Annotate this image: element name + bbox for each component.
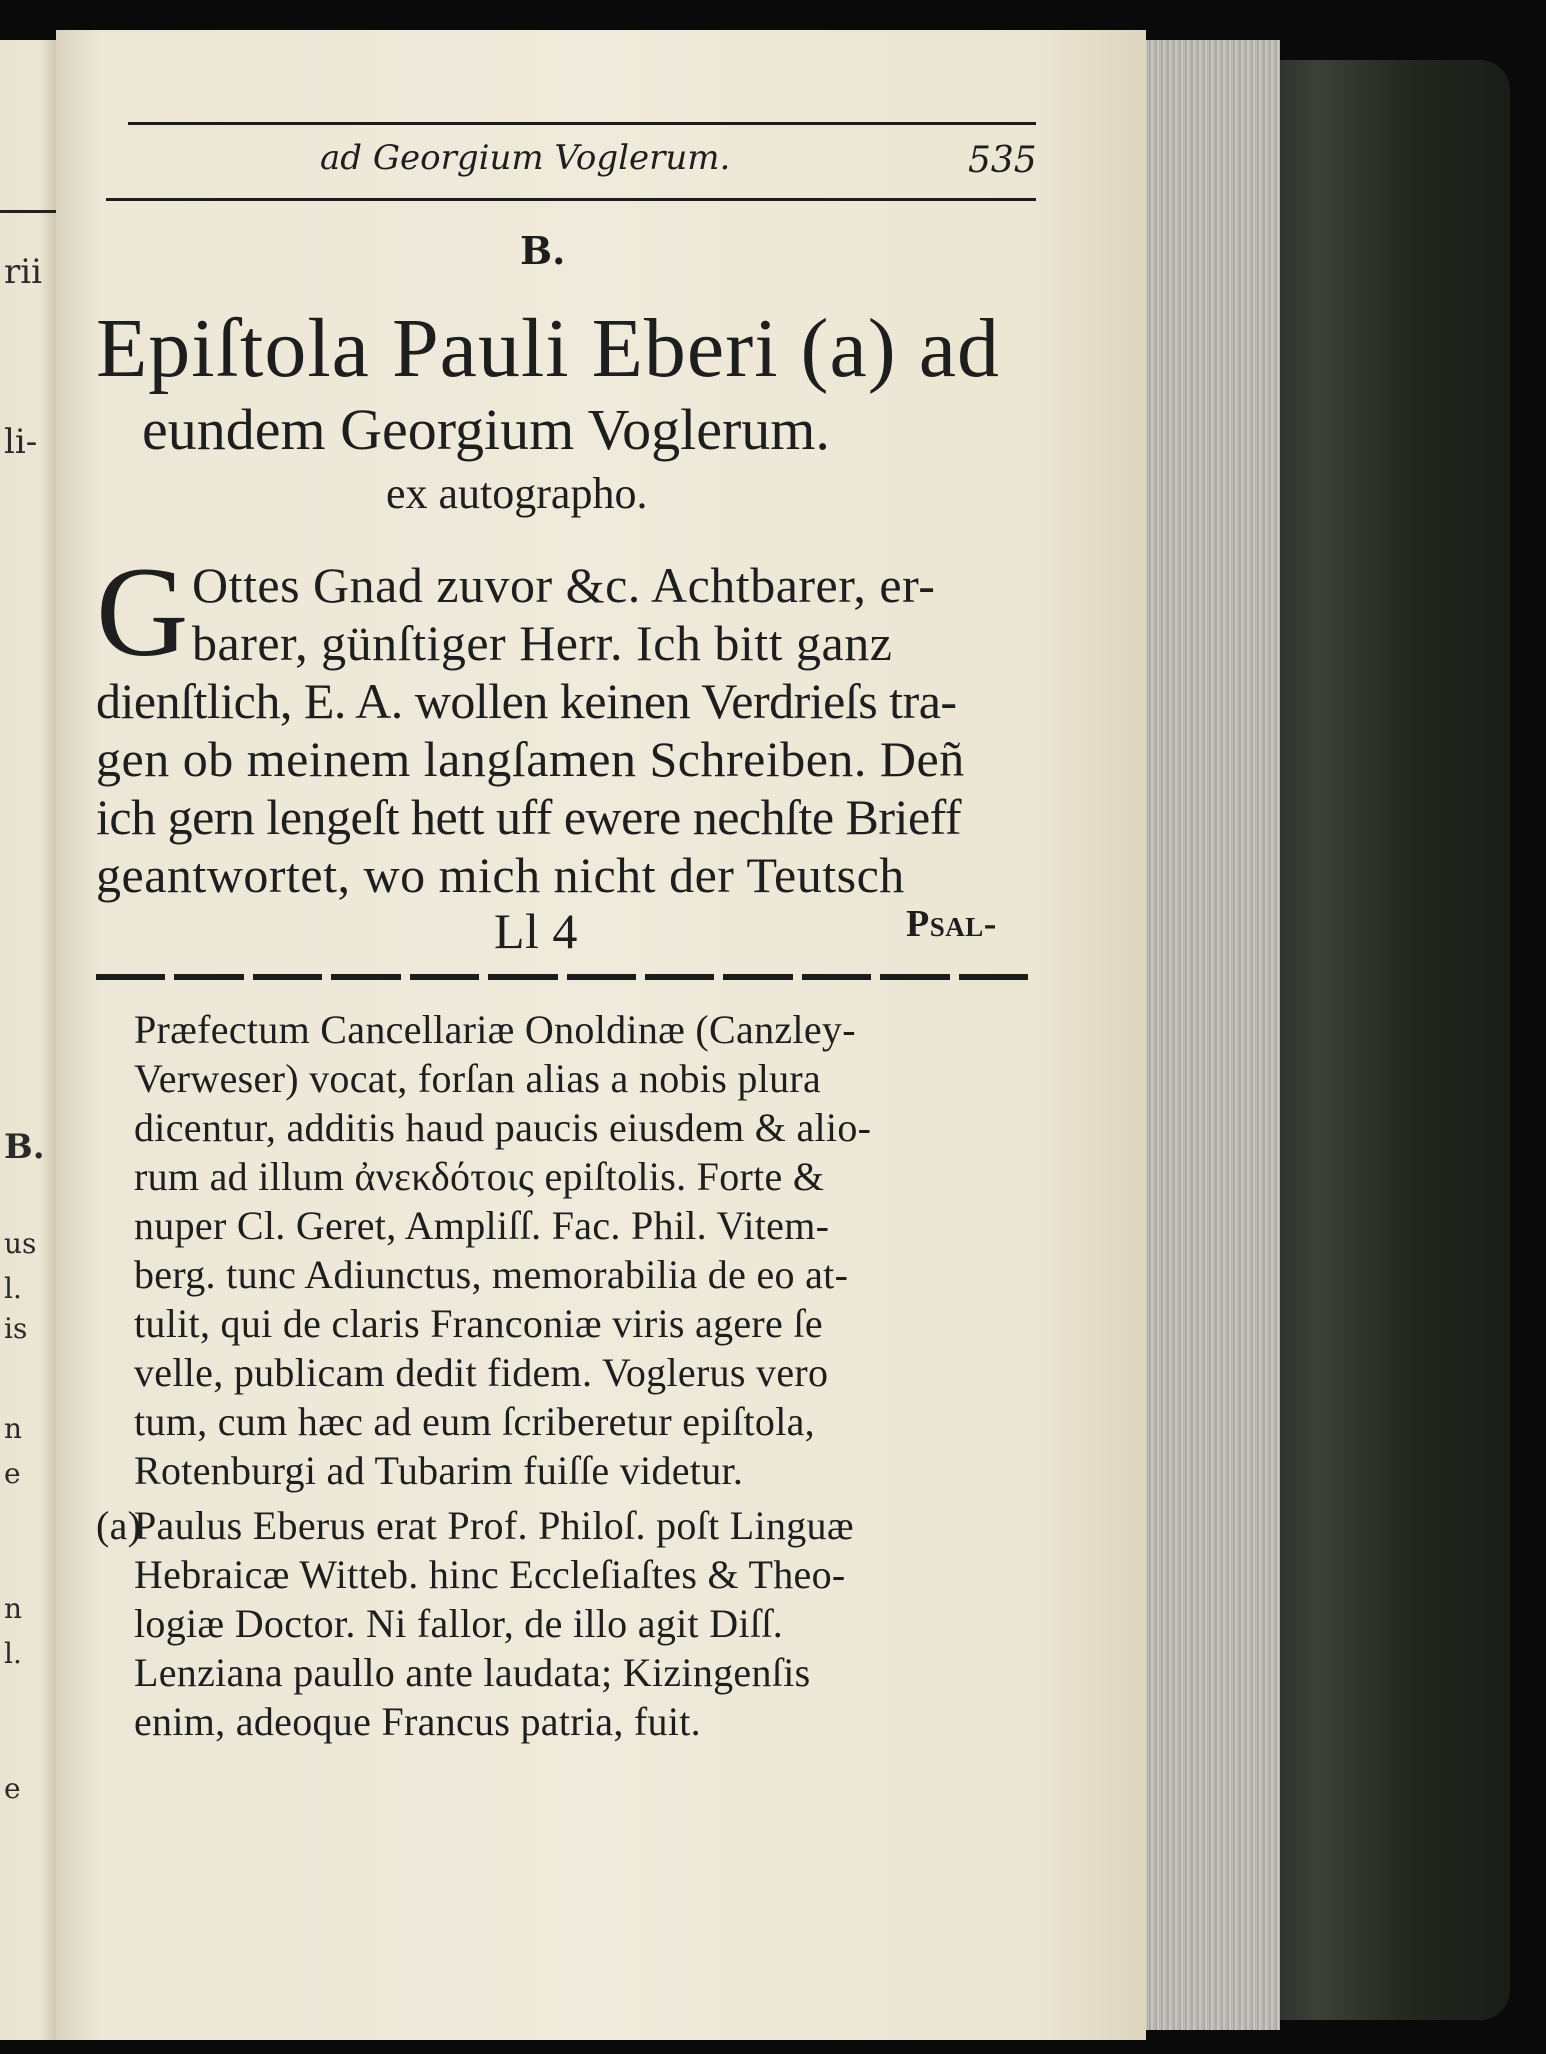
signature-mark: Ll 4	[494, 903, 578, 959]
footnote-marker: (a)	[96, 1503, 142, 1548]
letter-line: gen ob meinem langſamen Schreiben. Deñ	[96, 731, 965, 787]
note-line: Rotenburgi ad Tubarim fuiſſe videtur.	[134, 1448, 744, 1493]
previous-page-fragment: l.	[4, 1637, 22, 1670]
footnote-line: logiæ Doctor. Ni fallor, de illo agit Diſſ.	[134, 1601, 783, 1646]
previous-page-fragment: e	[4, 1772, 21, 1805]
previous-page-fragment: e	[4, 1457, 21, 1490]
running-title: ad Georgium Voglerum.	[320, 138, 731, 178]
letter-line: barer, günſtiger Herr. Ich bitt ganz	[192, 615, 893, 671]
letter-line: ich gern lengeſt hett uff ewere nechſte Brieff	[96, 789, 962, 845]
note-line: tulit, qui de claris Franconiæ viris agere ſe	[134, 1301, 823, 1346]
previous-page-fragment: n	[4, 1412, 23, 1445]
separator-dash	[253, 974, 322, 980]
previous-page-fragment: is	[4, 1312, 28, 1345]
previous-page-rule	[0, 210, 56, 213]
note-line: Verweser) vocat, forſan alias a nobis plura	[134, 1056, 822, 1101]
note-line: rum ad illum ἀνεκδότοις epiſtolis. Forte &	[134, 1154, 825, 1199]
separator-dash	[880, 974, 949, 980]
letter-subtitle: eundem Georgium Voglerum.	[142, 397, 830, 462]
letter-title: Epiſtola Pauli Eberi (a) ad	[96, 302, 1001, 395]
note-line: velle, publicam dedit fidem. Voglerus vero	[134, 1350, 829, 1395]
note-line: Præfectum Cancellariæ Onoldinæ (Canzley-	[134, 1007, 856, 1052]
separator-dash	[645, 974, 714, 980]
previous-page-fragment: us	[4, 1227, 37, 1260]
notes-separator	[96, 974, 1028, 980]
page-block-edge	[1130, 40, 1280, 2030]
section-letter: B.	[520, 228, 566, 273]
header-bottom-rule	[106, 198, 1036, 201]
letter-source: ex autographo.	[386, 469, 648, 518]
separator-dash	[410, 974, 479, 980]
previous-page-fragment: li-	[4, 422, 38, 462]
previous-page-fragment: l.	[4, 1272, 22, 1305]
drop-initial: G	[96, 541, 189, 683]
note-line: berg. tunc Adiunctus, memorabilia de eo at-	[134, 1252, 849, 1297]
separator-dash	[959, 974, 1028, 980]
previous-page-fragment: rii	[4, 252, 43, 292]
previous-page-edge	[0, 40, 56, 2040]
footnote-line: enim, adeoque Francus patria, fuit.	[134, 1699, 701, 1744]
footnote-line: Paulus Eberus erat Prof. Philoſ. poſt Linguæ	[134, 1503, 854, 1548]
note-line: dicentur, additis haud paucis eiusdem & alio-	[134, 1105, 872, 1150]
separator-dash	[488, 974, 557, 980]
note-line: nuper Cl. Geret, Ampliſſ. Fac. Phil. Vitem-	[134, 1203, 830, 1248]
separator-dash	[331, 974, 400, 980]
page-number: 535	[968, 140, 1037, 181]
book-cover-edge	[1270, 60, 1510, 2020]
note-line: tum, cum hæc ad eum ſcriberetur epiſtola,	[134, 1399, 815, 1444]
previous-page-fragment: B.	[4, 1127, 45, 1167]
letter-line: geantwortet, wo mich nicht der Teutsch	[96, 847, 905, 903]
footnote-line: Lenziana paullo ante laudata; Kizingenſis	[134, 1650, 811, 1695]
separator-dash	[174, 974, 243, 980]
separator-dash	[567, 974, 636, 980]
footnote-line: Hebraicæ Witteb. hinc Eccleſiaſtes & Theo-	[134, 1552, 846, 1597]
separator-dash	[96, 974, 165, 980]
letter-line: dienſtlich, E. A. wollen keinen Verdrieſs tra-	[96, 673, 957, 729]
separator-dash	[723, 974, 792, 980]
header-top-rule	[128, 122, 1036, 125]
previous-page-fragment: n	[4, 1592, 23, 1625]
separator-dash	[802, 974, 871, 980]
catchword: Psal-	[906, 903, 997, 945]
letter-line: Ottes Gnad zuvor &c. Achtbarer, er-	[192, 557, 936, 613]
